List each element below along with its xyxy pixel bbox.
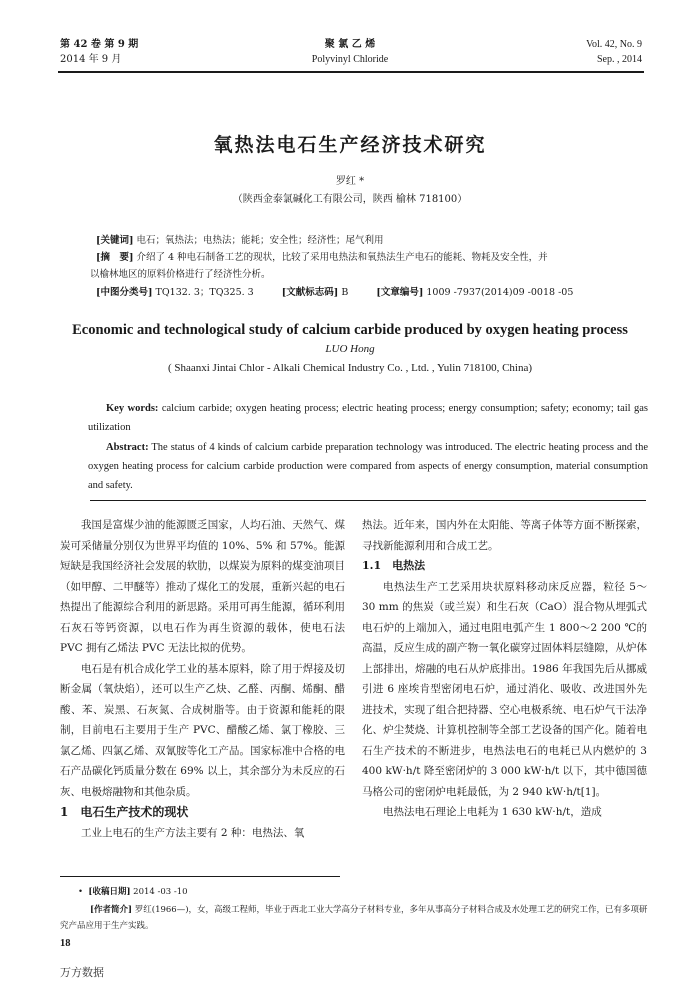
abstract-en-text: The status of 4 kinds of calcium carbide preparation technology was introduced. The electric heating process and the oxygen heating process for calcium carbide production were compared from aspects of energy consumption, material consumption and safety. [88, 442, 648, 491]
header-vol-en: Vol. 42, No. 9 [586, 39, 642, 50]
bio-text: 罗红(1966—)，女，高级工程师，毕业于西北工业大学高分子材料专业，多年从事高分子材料合成及水处理工艺的研究工作，已有多项研究产品应用于生产实践。 [60, 905, 648, 931]
keywords-en-text: calcium carbide; oxygen heating process; electric heating process; energy consumption; safety; economy; tail gas utilization [88, 403, 648, 433]
paragraph-methods: 工业上电石的生产方法主要有 2 种：电热法、氧 [81, 826, 305, 839]
received-label: [收稿日期] [88, 887, 131, 897]
abstract-cn-label: [摘 要] [96, 252, 134, 263]
paragraph-carbide-uses: 电石是有机合成化学工业的基本原料，除了用于焊接及切断金属（氧炔焰），还可以生产乙炔、乙醛、丙酮、烯酮、醋酸、苯、炭黑、石灰氮、合成树脂等。由于资源和能耗的限制，目前电石主要用于生产 PVC、醋酸乙烯、氯丁橡胶、三氯乙烯、四氯乙烯、双氰胺等化工产品。国家标准中合格的电石产品碳化钙质量分数在 69% 以上，其余部分为未反应的石灰、电极熔融物和其他杂质。 [60, 662, 345, 798]
abstract-cn-line1: 介绍了 4 种电石制备工艺的现状，比较了采用电热法和氧热法生产电石的能耗、物耗及安全性，并 [136, 252, 548, 263]
abstract-cn-continued: 以榆林地区的原料价格进行了经济性分析。 [90, 269, 271, 280]
abstract-en [88, 438, 648, 495]
keywords-cn-text: 电石；氧热法；电热法；能耗；安全性；经济性；尾气利用 [136, 235, 384, 246]
received-date: 2014 -03 -10 [133, 887, 188, 897]
header-date: 2014 年 9 月 [60, 54, 122, 65]
affiliation-cn: （陕西金泰氯碱化工有限公司，陕西 榆林 718100） [232, 194, 468, 205]
abstract-cn [96, 249, 636, 266]
header-volume-issue: 第 42 卷 第 9 期 [60, 39, 139, 50]
article-title-en: Economic and technological study of calcium carbide produced by oxygen heating process [72, 322, 628, 338]
page-number: 18 [60, 938, 71, 949]
paragraph-theory-consumption: 电热法电石理论上电耗为 1 630 kW·h/t，造成 [383, 806, 602, 818]
section-heading-1-1: 1.1 电热法 [362, 559, 426, 572]
clc-label: [中图分类号] [96, 287, 153, 298]
watermark-text: 万方数据 [60, 966, 104, 979]
affiliation-en: ( Shaanxi Jintai Chlor - Alkali Chemical Industry Co. , Ltd. , Yulin 718100, China) [167, 362, 533, 374]
header-journal-cn: 聚 氯 乙 烯 [324, 39, 376, 50]
doc-code-label: [文献标志码] [281, 287, 339, 298]
body-right-column [362, 515, 647, 823]
keywords-en [88, 399, 648, 437]
bio-label: [作者简介] [90, 905, 133, 915]
article-title-cn: 氧热法电石生产经济技术研究 [213, 134, 487, 156]
keywords-en-label: Key words: [106, 403, 159, 414]
body-left-column [60, 515, 345, 843]
keywords-cn [96, 232, 636, 249]
classification-line [96, 284, 636, 301]
header-rule [58, 71, 644, 73]
footnote-author-bio [60, 902, 650, 934]
abstract-rule [90, 500, 646, 501]
clc-code: TQ132. 3；TQ325. 3 [155, 287, 254, 298]
paragraph-methods-cont: 热法。近年来，国内外在太阳能、等离子体等方面不断探索，寻找新能源利用和合成工艺。 [362, 519, 647, 552]
author-en: LUO Hong [325, 343, 375, 355]
abstract-en-label: Abstract: [106, 442, 149, 453]
keywords-cn-label: [关键词] [96, 235, 134, 246]
paragraph-intro: 我国是富煤少油的能源匮乏国家，人均石油、天然气、煤炭可采储量分别仅为世界平均值的 10%、5% 和 57%。能源短缺是我国经济社会发展的软肋，以煤炭为原料的煤变油项目（如甲醇、二甲醚等）推动了煤化工的发展，重新兴起的电石热提出了能源综合利用的新思路。采用可再生能源，循环利用石灰石等钙资源，以电石作为再生资源的载体，使电石法 PVC 拥有乙烯法 PVC 无法比拟的优势。 [60, 519, 345, 654]
article-no: 1009 -7937(2014)09 -0018 -05 [426, 287, 574, 298]
author-cn: 罗红 * [335, 176, 365, 187]
header-journal-en: Polyvinyl Chloride [311, 54, 389, 65]
article-no-label: [文章编号] [376, 287, 424, 298]
footnote-rule [60, 876, 340, 877]
header-date-en: Sep. , 2014 [597, 54, 642, 65]
section-heading-1: 1 电石生产技术的现状 [60, 805, 189, 819]
footnote-received: • [收稿日期] 2014 -03 -10 [78, 887, 188, 897]
paragraph-electric-heating: 电热法生产工艺采用块状原料移动床反应器，粒径 5～30 mm 的焦炭（或兰炭）和生石灰（CaO）混合物从埋弧式电石炉的上端加入，通过电阻电弧产生 1 800～2 200 ℃的高温，反应生成的副产物一氧化碳穿过固体料层缝隙，从炉体上部排出，熔融的电石从炉底排出。1986 年我国先后从挪威引进 6 座埃肯型密闭电石炉，通过消化、吸收、改进国外先进技术，实现了组合把持器、空心电极系统、电石炉气干法净化、炉尘焚烧、计算机控制等全部工艺设备的国产化。随着电石生产技术的不断进步，电热法电石的电耗已从内燃炉的 3 400 kW·h/t 降至密闭炉的 3 000 kW·h/t 以下，其中德国德马格公司的密闭炉电耗最低，为 2 940 kW·h/t[1]。 [362, 580, 647, 798]
doc-code: B [341, 287, 349, 298]
